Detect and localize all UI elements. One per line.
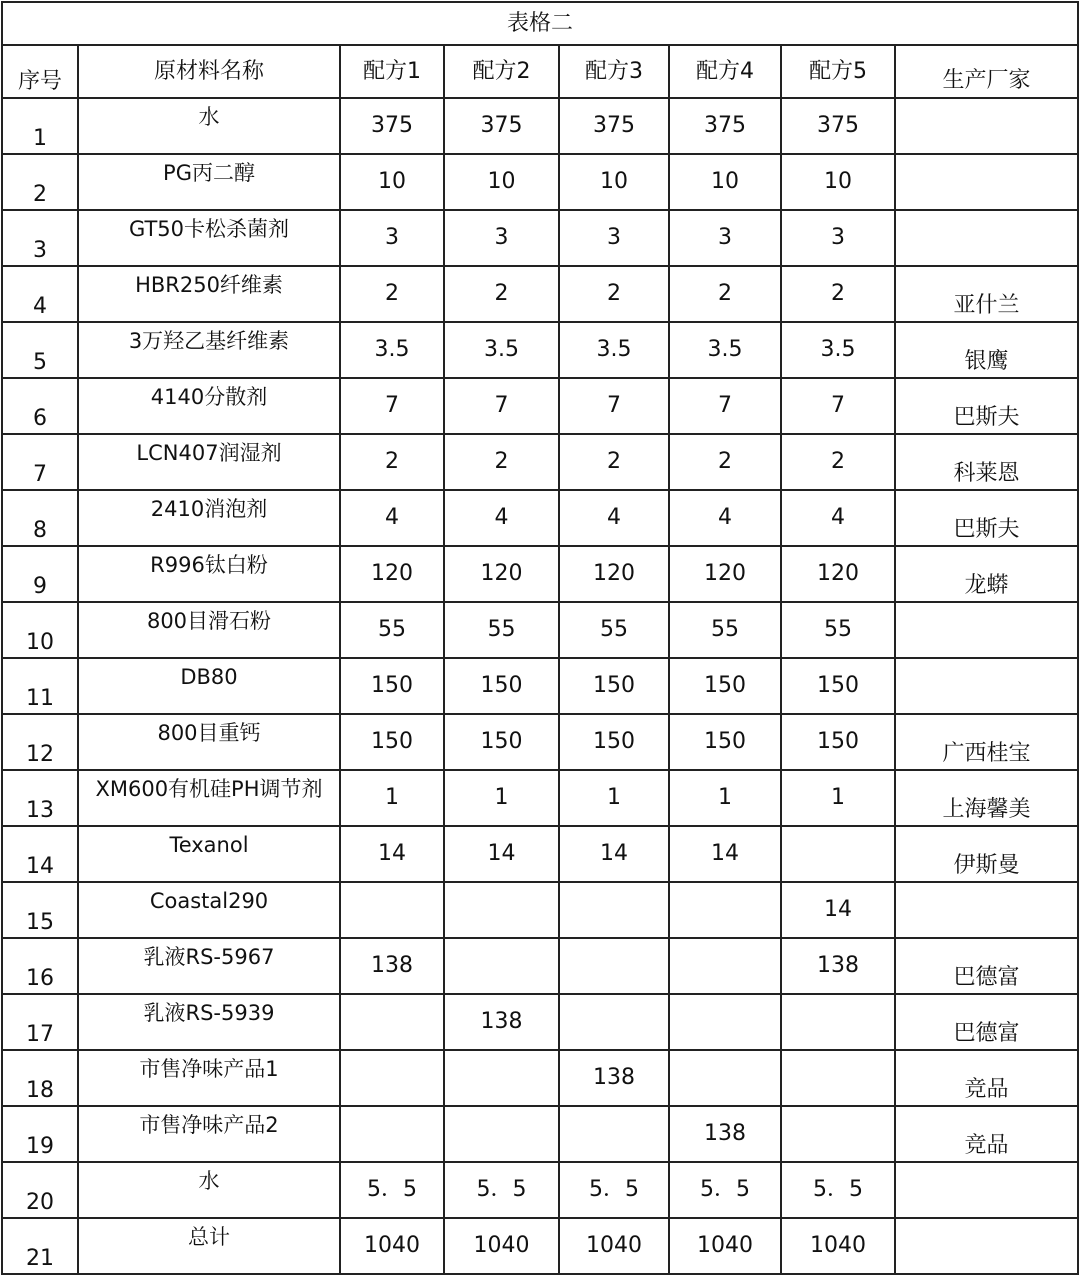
- serial-number-cell: 19: [2, 1106, 78, 1162]
- formula-3-cell: [559, 938, 669, 994]
- formula-2-cell: 1: [444, 770, 559, 826]
- manufacturer-cell: [895, 882, 1078, 938]
- serial-number-cell: 5: [2, 322, 78, 378]
- material-name-cell: 800目滑石粉: [78, 602, 340, 658]
- formula-3-cell: 14: [559, 826, 669, 882]
- table-row: [2, 714, 1078, 770]
- table-row: [2, 1050, 1078, 1106]
- formula-5-cell: 2: [781, 434, 895, 490]
- manufacturer-cell: 巴德富: [895, 938, 1078, 994]
- formula-2-cell: 138: [444, 994, 559, 1050]
- formula-2-cell: 150: [444, 658, 559, 714]
- material-name-cell: 2410消泡剂: [78, 490, 340, 546]
- material-name-cell: XM600有机硅PH调节剂: [78, 770, 340, 826]
- formula-5-cell: 150: [781, 714, 895, 770]
- material-name-cell: PG丙二醇: [78, 154, 340, 210]
- table-row: [2, 1106, 1078, 1162]
- formula-2-cell: 4: [444, 490, 559, 546]
- formula-3-cell: 55: [559, 602, 669, 658]
- material-name-cell: 市售净味产品1: [78, 1050, 340, 1106]
- formula-5-cell: 2: [781, 266, 895, 322]
- table-row: [2, 322, 1078, 378]
- table-row: [2, 266, 1078, 322]
- table-body: [2, 98, 1078, 1274]
- header-serial-number: 序号: [2, 45, 78, 98]
- formula-3-cell: 7: [559, 378, 669, 434]
- formula-4-cell: 2: [669, 266, 781, 322]
- material-name-cell: 水: [78, 98, 340, 154]
- formula-5-cell: 150: [781, 658, 895, 714]
- manufacturer-cell: 伊斯曼: [895, 826, 1078, 882]
- formula-1-cell: 4: [340, 490, 444, 546]
- formula-2-cell: 3: [444, 210, 559, 266]
- material-name-cell: R996钛白粉: [78, 546, 340, 602]
- formula-4-cell: 55: [669, 602, 781, 658]
- table-row: [2, 1162, 1078, 1218]
- formula-1-cell: [340, 1106, 444, 1162]
- table-title-row: [2, 2, 1078, 45]
- formula-1-cell: [340, 882, 444, 938]
- manufacturer-cell: 科莱恩: [895, 434, 1078, 490]
- formula-4-cell: 7: [669, 378, 781, 434]
- serial-number-cell: 16: [2, 938, 78, 994]
- formula-5-cell: [781, 1050, 895, 1106]
- serial-number-cell: 2: [2, 154, 78, 210]
- manufacturer-cell: 巴斯夫: [895, 490, 1078, 546]
- formula-3-cell: 2: [559, 434, 669, 490]
- table-row: [2, 210, 1078, 266]
- material-name-cell: 4140分散剂: [78, 378, 340, 434]
- formula-3-cell: 375: [559, 98, 669, 154]
- formula-1-cell: 14: [340, 826, 444, 882]
- table-row: [2, 98, 1078, 154]
- formula-5-cell: 1: [781, 770, 895, 826]
- manufacturer-cell: [895, 154, 1078, 210]
- formula-5-cell: [781, 826, 895, 882]
- formula-4-cell: 4: [669, 490, 781, 546]
- table-row: [2, 770, 1078, 826]
- manufacturer-cell: 巴德富: [895, 994, 1078, 1050]
- material-name-cell: 乳液RS-5939: [78, 994, 340, 1050]
- table-row: [2, 546, 1078, 602]
- manufacturer-cell: [895, 210, 1078, 266]
- material-name-cell: Texanol: [78, 826, 340, 882]
- formula-4-cell: 3.5: [669, 322, 781, 378]
- serial-number-cell: 7: [2, 434, 78, 490]
- manufacturer-cell: [895, 658, 1078, 714]
- material-name-cell: 市售净味产品2: [78, 1106, 340, 1162]
- formula-4-cell: [669, 938, 781, 994]
- formula-4-cell: [669, 1050, 781, 1106]
- material-name-cell: 3万羟乙基纤维素: [78, 322, 340, 378]
- formula-2-cell: 55: [444, 602, 559, 658]
- serial-number-cell: 20: [2, 1162, 78, 1218]
- formula-3-cell: 5．5: [559, 1162, 669, 1218]
- formula-2-cell: 2: [444, 434, 559, 490]
- material-name-cell: Coastal290: [78, 882, 340, 938]
- formula-2-cell: [444, 1106, 559, 1162]
- formula-3-cell: 150: [559, 714, 669, 770]
- manufacturer-cell: 竞品: [895, 1050, 1078, 1106]
- material-name-cell: 乳液RS-5967: [78, 938, 340, 994]
- formula-4-cell: [669, 882, 781, 938]
- formula-1-cell: 2: [340, 434, 444, 490]
- formula-1-cell: 375: [340, 98, 444, 154]
- header-formula-4: 配方4: [669, 45, 781, 98]
- formula-1-cell: 2: [340, 266, 444, 322]
- table-row: [2, 434, 1078, 490]
- material-name-cell: 水: [78, 1162, 340, 1218]
- formula-3-cell: 2: [559, 266, 669, 322]
- formula-2-cell: [444, 1050, 559, 1106]
- formula-5-cell: 1040: [781, 1218, 895, 1274]
- serial-number-cell: 21: [2, 1218, 78, 1274]
- formula-4-cell: 2: [669, 434, 781, 490]
- formula-4-cell: 138: [669, 1106, 781, 1162]
- formula-1-cell: [340, 994, 444, 1050]
- serial-number-cell: 12: [2, 714, 78, 770]
- header-manufacturer: 生产厂家: [895, 45, 1078, 98]
- formula-1-cell: 120: [340, 546, 444, 602]
- table-row: [2, 490, 1078, 546]
- formula-3-cell: [559, 994, 669, 1050]
- manufacturer-cell: [895, 1218, 1078, 1274]
- table-row: [2, 994, 1078, 1050]
- manufacturer-cell: 巴斯夫: [895, 378, 1078, 434]
- formula-2-cell: 10: [444, 154, 559, 210]
- formula-2-cell: 1040: [444, 1218, 559, 1274]
- formula-2-cell: 2: [444, 266, 559, 322]
- formula-3-cell: 3.5: [559, 322, 669, 378]
- formula-3-cell: 120: [559, 546, 669, 602]
- formula-4-cell: 10: [669, 154, 781, 210]
- formula-4-cell: 1: [669, 770, 781, 826]
- serial-number-cell: 8: [2, 490, 78, 546]
- formula-3-cell: [559, 882, 669, 938]
- manufacturer-cell: 竞品: [895, 1106, 1078, 1162]
- serial-number-cell: 6: [2, 378, 78, 434]
- formula-table-sheet: [1, 1, 1077, 1275]
- formula-1-cell: 150: [340, 714, 444, 770]
- formula-2-cell: 14: [444, 826, 559, 882]
- formula-4-cell: 150: [669, 658, 781, 714]
- formula-5-cell: 3: [781, 210, 895, 266]
- formula-5-cell: 5．5: [781, 1162, 895, 1218]
- formula-5-cell: 4: [781, 490, 895, 546]
- formula-2-cell: 7: [444, 378, 559, 434]
- formula-1-cell: 55: [340, 602, 444, 658]
- formula-1-cell: 1040: [340, 1218, 444, 1274]
- formula-3-cell: 150: [559, 658, 669, 714]
- formula-5-cell: 120: [781, 546, 895, 602]
- formula-3-cell: 10: [559, 154, 669, 210]
- formula-table: [1, 1, 1079, 1275]
- table-title: 表格二: [2, 2, 1078, 45]
- serial-number-cell: 15: [2, 882, 78, 938]
- header-formula-3: 配方3: [559, 45, 669, 98]
- manufacturer-cell: [895, 1162, 1078, 1218]
- formula-3-cell: 4: [559, 490, 669, 546]
- manufacturer-cell: 龙蟒: [895, 546, 1078, 602]
- table-row: [2, 154, 1078, 210]
- header-material-name: 原材料名称: [78, 45, 340, 98]
- manufacturer-cell: 上海馨美: [895, 770, 1078, 826]
- formula-1-cell: 1: [340, 770, 444, 826]
- header-formula-5: 配方5: [781, 45, 895, 98]
- material-name-cell: HBR250纤维素: [78, 266, 340, 322]
- formula-4-cell: 3: [669, 210, 781, 266]
- serial-number-cell: 10: [2, 602, 78, 658]
- header-formula-1: 配方1: [340, 45, 444, 98]
- formula-1-cell: 138: [340, 938, 444, 994]
- formula-5-cell: [781, 994, 895, 1050]
- table-row: [2, 1218, 1078, 1274]
- serial-number-cell: 17: [2, 994, 78, 1050]
- material-name-cell: 800目重钙: [78, 714, 340, 770]
- material-name-cell: GT50卡松杀菌剂: [78, 210, 340, 266]
- formula-4-cell: 375: [669, 98, 781, 154]
- formula-5-cell: 3.5: [781, 322, 895, 378]
- material-name-cell: 总计: [78, 1218, 340, 1274]
- formula-3-cell: 138: [559, 1050, 669, 1106]
- formula-5-cell: [781, 1106, 895, 1162]
- formula-5-cell: 7: [781, 378, 895, 434]
- formula-1-cell: 5．5: [340, 1162, 444, 1218]
- formula-4-cell: [669, 994, 781, 1050]
- formula-2-cell: [444, 938, 559, 994]
- formula-4-cell: 120: [669, 546, 781, 602]
- formula-3-cell: 1: [559, 770, 669, 826]
- formula-3-cell: 1040: [559, 1218, 669, 1274]
- formula-4-cell: 5．5: [669, 1162, 781, 1218]
- serial-number-cell: 18: [2, 1050, 78, 1106]
- formula-3-cell: 3: [559, 210, 669, 266]
- formula-1-cell: 150: [340, 658, 444, 714]
- serial-number-cell: 11: [2, 658, 78, 714]
- formula-5-cell: 10: [781, 154, 895, 210]
- table-row: [2, 602, 1078, 658]
- manufacturer-cell: [895, 98, 1078, 154]
- table-row: [2, 938, 1078, 994]
- formula-4-cell: 150: [669, 714, 781, 770]
- table-header-row: [2, 45, 1078, 98]
- formula-5-cell: 138: [781, 938, 895, 994]
- formula-1-cell: 10: [340, 154, 444, 210]
- table-row: [2, 882, 1078, 938]
- serial-number-cell: 3: [2, 210, 78, 266]
- table-row: [2, 378, 1078, 434]
- manufacturer-cell: [895, 602, 1078, 658]
- formula-2-cell: [444, 882, 559, 938]
- formula-1-cell: 3: [340, 210, 444, 266]
- serial-number-cell: 14: [2, 826, 78, 882]
- header-formula-2: 配方2: [444, 45, 559, 98]
- formula-1-cell: 3.5: [340, 322, 444, 378]
- formula-5-cell: 375: [781, 98, 895, 154]
- formula-2-cell: 5．5: [444, 1162, 559, 1218]
- formula-4-cell: 14: [669, 826, 781, 882]
- formula-3-cell: [559, 1106, 669, 1162]
- formula-2-cell: 375: [444, 98, 559, 154]
- manufacturer-cell: 广西桂宝: [895, 714, 1078, 770]
- formula-5-cell: 55: [781, 602, 895, 658]
- serial-number-cell: 4: [2, 266, 78, 322]
- formula-2-cell: 120: [444, 546, 559, 602]
- table-row: [2, 658, 1078, 714]
- table-row: [2, 826, 1078, 882]
- serial-number-cell: 13: [2, 770, 78, 826]
- formula-5-cell: 14: [781, 882, 895, 938]
- formula-4-cell: 1040: [669, 1218, 781, 1274]
- formula-1-cell: [340, 1050, 444, 1106]
- material-name-cell: LCN407润湿剂: [78, 434, 340, 490]
- formula-1-cell: 7: [340, 378, 444, 434]
- material-name-cell: DB80: [78, 658, 340, 714]
- manufacturer-cell: 亚什兰: [895, 266, 1078, 322]
- serial-number-cell: 1: [2, 98, 78, 154]
- formula-2-cell: 150: [444, 714, 559, 770]
- serial-number-cell: 9: [2, 546, 78, 602]
- formula-2-cell: 3.5: [444, 322, 559, 378]
- manufacturer-cell: 银鹰: [895, 322, 1078, 378]
